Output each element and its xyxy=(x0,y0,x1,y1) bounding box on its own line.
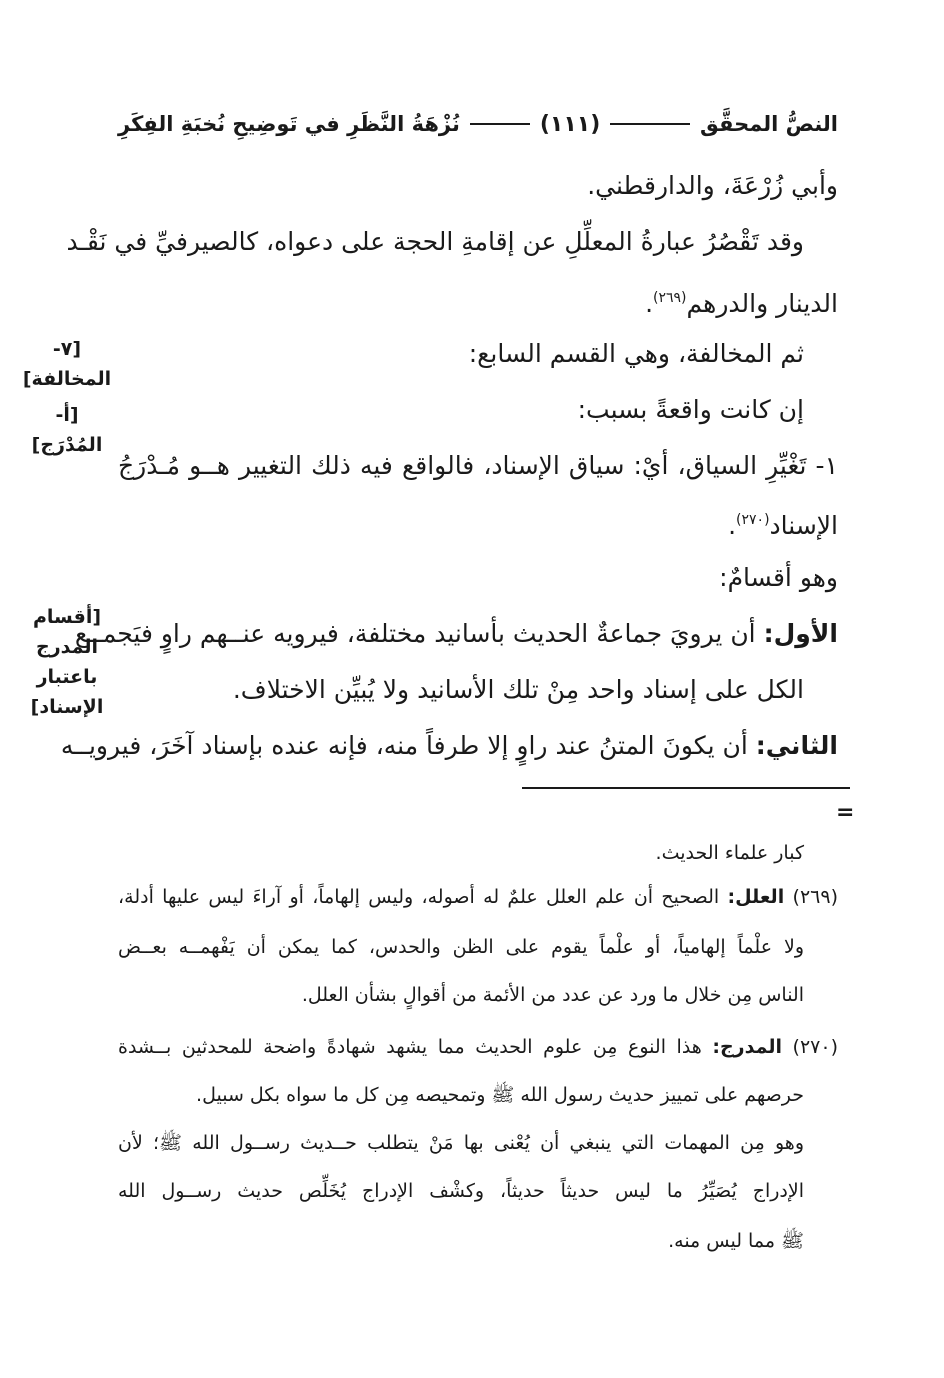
body-line-10: الكل على إسناد واحد مِنْ تلك الأسانيد ولا يُبيِّن الاختلاف. xyxy=(232,675,804,704)
second-type-label: الثاني: xyxy=(755,731,838,760)
body-line-7 xyxy=(728,500,838,546)
footnote-269-number: (٢٦٩) xyxy=(792,886,838,908)
body-line-11-text: أن يكونَ المتنُ عند راوٍ إلا طرفاً منه، فإنه عنده بإسناد آخَرَ، فيرويــه xyxy=(60,731,756,760)
footnote-269-line-3: الناس مِن خلال ما ورد عن عدد من الأئمة من أقوالٍ بشأن العلل. xyxy=(301,984,804,1006)
body-line-6: ١- تَغْيِّرِ السياق، أيْ: سياق الإسناد، فالواقع فيه ذلك التغيير هــو مُـدْرَجُ xyxy=(118,451,838,480)
first-type-label: الأول: xyxy=(763,619,838,648)
body-line-11 xyxy=(60,726,838,766)
footnote-270-line-1 xyxy=(118,1030,838,1064)
footnote-269-line-1 xyxy=(118,880,838,914)
body-line-2: وقد تَقْصُرُ عبارةُ المعلِّلِ عن إقامةِ الحجة على دعواه، كالصيرفيِّ في نَقْـد xyxy=(66,227,804,256)
body-line-3-text: الدينار والدرهم xyxy=(686,289,838,318)
body-line-9 xyxy=(74,614,838,654)
body-line-3-end: . xyxy=(645,289,654,318)
footnote-continuation: كبار علماء الحديث. xyxy=(655,842,804,864)
footnote-269-line-2: ولا علْماً إلهامياً، أو علْماً يقوم على الظن والحدس، كما يمكن أن يَفْهمــه بعــض xyxy=(118,936,804,958)
body-line-4: ثم المخالفة، وهي القسم السابع: xyxy=(468,339,804,368)
page-number: (١١١) xyxy=(539,111,601,137)
footnote-270-line-4: الإدراج يُصَيِّرُ ما ليس حديثاً حديثاً، وكشْف الإدراج يُخَلِّص حديث رســول الله xyxy=(118,1180,804,1202)
body-line-5: إن كانت واقعةً بسبب: xyxy=(577,395,804,424)
margin-note-mudraj-types: [أقسام المدرج باعتبار الإسناد] xyxy=(30,606,104,718)
margin-note-mudraj: [أ- المُدْرَج] xyxy=(31,404,103,456)
footnote-270-text-1: هذا النوع مِن علوم الحديث مما يشهد شهادةً واضحة للمحدثين بــشدة xyxy=(118,1036,713,1058)
footnote-ref-269[interactable]: (٢٦٩) xyxy=(653,290,687,306)
body-line-7-end: . xyxy=(728,511,737,540)
header-right-title: النصُّ المحقَّق xyxy=(700,112,838,136)
footnote-270-line-3: وهو مِن المهمات التي ينبغي أن يُعْنى بها مَنْ يتطلب حــديث رســول الله ﷺ؛ لأن xyxy=(118,1132,804,1154)
margin-note-mukhalafa: [٧- المخالفة] xyxy=(22,338,112,390)
footnote-270-line-5: ﷺ مما ليس منه. xyxy=(668,1230,804,1252)
footnote-269-term: العلل: xyxy=(727,886,785,908)
header-rule-left xyxy=(470,123,530,125)
footnote-separator xyxy=(522,787,850,789)
footnote-270-line-2: حرصهم على تمييز حديث رسول الله ﷺ وتمحيصه مِن كل ما سواه بكل سبيل. xyxy=(196,1084,804,1106)
body-line-8: وهو أقسامٌ: xyxy=(719,563,838,592)
header-rule-right xyxy=(610,123,690,125)
footnote-270-number: (٢٧٠) xyxy=(792,1036,838,1058)
continuation-mark: = xyxy=(836,800,855,825)
body-line-3 xyxy=(645,278,838,324)
body-line-7-text: الإسناد xyxy=(769,511,838,540)
footnote-270-term: المدرج: xyxy=(712,1036,782,1058)
running-header xyxy=(118,104,838,144)
footnote-269-text-1: الصحيح أن علم العلل علمٌ له أصوله، وليس إلهاماً، أو آراءَ ليس عليها أدلة، xyxy=(118,886,728,908)
body-line-9-text: أن يرويَ جماعةٌ الحديث بأسانيد مختلفة، فيرويه عنــهم راوٍ فيَجمــع xyxy=(74,619,764,648)
footnote-ref-270[interactable]: (٢٧٠) xyxy=(736,512,770,528)
header-left-title: نُزْهَةُ النَّظَرِ في تَوضِيحِ نُخبَةِ الفِكَرِ xyxy=(118,112,460,136)
body-line-1: وأبي زُرْعَةَ، والدارقطني. xyxy=(587,171,838,200)
